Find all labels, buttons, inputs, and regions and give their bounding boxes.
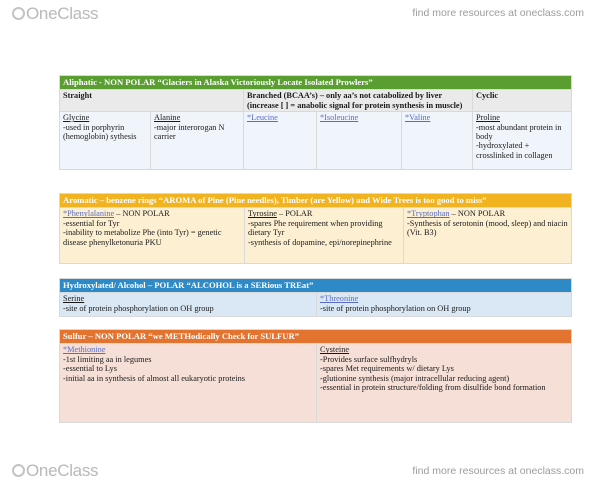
methionine-notes: -1st limiting aa in legumes -essential to Lys -initial aa in synthesis of almost all eukaryotic proteins [63, 354, 246, 383]
proline-notes: -most abundant protein in body -hydroxylated + crosslinked in collagen [476, 122, 562, 160]
methionine-cell [60, 344, 317, 423]
cysteine-name: Cysteine [320, 345, 350, 355]
tryptophan-name: *Tryptophan [407, 209, 450, 219]
glycine-name: Glycine [63, 113, 90, 123]
aliphatic-title: Aliphatic - NON POLAR “Glaciers in Alaska Victoriously Locate Isolated Prowlers” [60, 76, 572, 90]
aromatic-title: Aromatic – benzene rings “AROMA of Pine (Pine needles), Timber (are Yellow) and Wide Trees is too good to miss” [60, 194, 572, 208]
isoleucine-name: *Isoleucine [320, 113, 359, 123]
serine-notes: -site of protein phosphorylation on OH group [63, 303, 214, 313]
alanine-notes: -major interorogan N carrier [154, 122, 225, 142]
tyrosine-name: Tyrosine [248, 209, 277, 219]
aliphatic-table [59, 75, 572, 170]
branched-header: Branched (BCAA’s) – only aa’s not catabolized by liver (increase [ ] = anabolic signal for protein synthesis in muscle) [244, 90, 473, 112]
hydroxylated-title: Hydroxylated/ Alcohol – POLAR “ALCOHOL is a SERious TREat” [60, 279, 572, 293]
glycine-notes: -used in porphyrin (hemoglobin) sythesis [63, 122, 137, 142]
sulfur-table [59, 329, 572, 423]
valine-cell [402, 112, 473, 170]
isoleucine-cell [317, 112, 402, 170]
phenylalanine-notes: -essential for Tyr -inability to metabolize Phe (into Tyr) = genetic disease phenylketonuria PKU [63, 218, 222, 247]
oneclass-footer-logo[interactable]: OneClass [12, 461, 98, 481]
alanine-cell [151, 112, 244, 170]
tryptophan-polarity: – NON POLAR [449, 209, 506, 219]
oneclass-logo[interactable]: OneClass [12, 4, 98, 24]
phenylalanine-cell [60, 208, 245, 264]
proline-name: Proline [476, 113, 500, 123]
glycine-cell [60, 112, 151, 170]
aromatic-table [59, 193, 572, 264]
tryptophan-cell [404, 208, 572, 264]
tryptophan-notes: -Synthesis of serotonin (mood, sleep) and niacin (Vit. B3) [407, 218, 568, 238]
hydroxylated-table [59, 278, 572, 317]
alanine-name: Alanine [154, 113, 181, 123]
find-resources-link[interactable]: find more resources at oneclass.com [412, 7, 584, 19]
serine-cell [60, 293, 317, 317]
cyclic-header: Cyclic [473, 90, 572, 112]
threonine-cell [317, 293, 572, 317]
sulfur-title: Sulfur – NON POLAR “we METHodically Check for SULFUR” [60, 330, 572, 344]
tyrosine-notes: -spares Phe requirement when providing dietary Tyr -synthesis of dopamine, epi/norepinephrine [248, 218, 392, 247]
phenylalanine-name: *Phenylalanine [63, 209, 115, 219]
proline-cell [473, 112, 572, 170]
cysteine-cell [317, 344, 572, 423]
serine-name: Serine [63, 294, 85, 304]
tyrosine-cell [245, 208, 404, 264]
valine-name: *Valine [405, 113, 431, 123]
leucine-name: *Leucine [247, 113, 278, 123]
methionine-name: *Methionine [63, 345, 106, 355]
tyrosine-polarity: – POLAR [276, 209, 313, 219]
threonine-notes: -site of protein phosphorylation on OH group [320, 303, 471, 313]
find-resources-footer-link[interactable]: find more resources at oneclass.com [412, 465, 584, 477]
threonine-name: *Threonine [320, 294, 359, 304]
oneclass-footer-logo-icon [12, 464, 25, 477]
cysteine-notes: -Provides surface sulfhydryls -spares Met requirements w/ dietary Lys -glutionine synthesis (major intracellular reducing agent) -essential in protein structure/folding from disulfide bond formation [320, 354, 546, 393]
straight-header: Straight [60, 90, 244, 112]
phenylalanine-polarity: – NON POLAR [114, 209, 170, 219]
leucine-cell [244, 112, 317, 170]
